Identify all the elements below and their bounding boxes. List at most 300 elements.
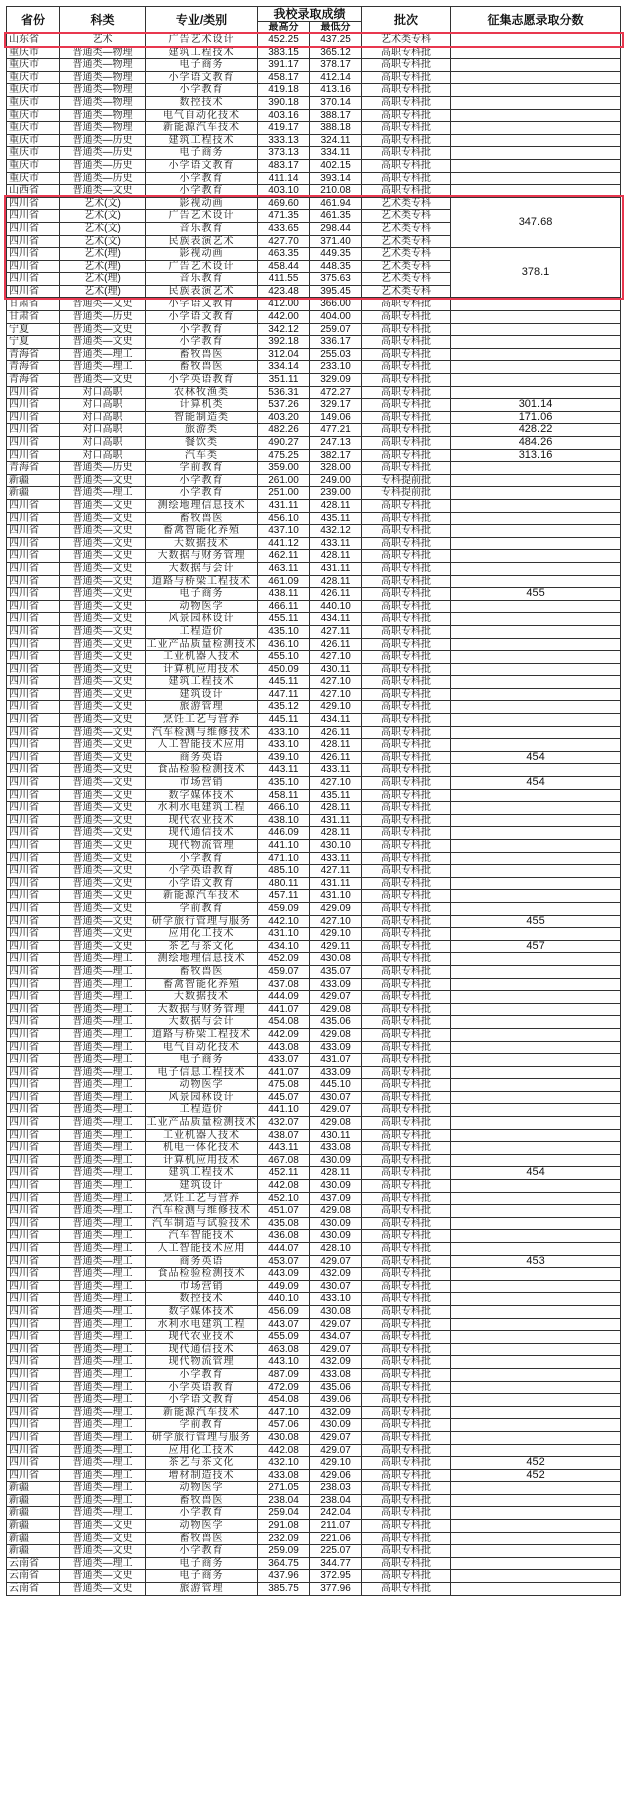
- cell-min-score: 428.11: [310, 802, 362, 815]
- cell-batch: 高职专科批: [362, 978, 451, 991]
- cell-major: 市场营销: [146, 1280, 258, 1293]
- cell-province: 重庆市: [7, 71, 60, 84]
- cell-max-score: 490.27: [258, 437, 310, 450]
- table-row: [7, 814, 621, 827]
- cell-max-score: 442.08: [258, 1180, 310, 1193]
- cell-batch: 高职专科批: [362, 638, 451, 651]
- cell-category: 普通类—文史: [60, 902, 146, 915]
- cell-max-score: 536.31: [258, 386, 310, 399]
- table-row: [7, 1305, 621, 1318]
- cell-province: 新疆: [7, 1507, 60, 1520]
- table-row: [7, 625, 621, 638]
- cell-extra-score: [451, 600, 621, 613]
- cell-province: 四川省: [7, 562, 60, 575]
- cell-major: 建筑工程技术: [146, 134, 258, 147]
- cell-province: 四川省: [7, 827, 60, 840]
- table-row: [7, 991, 621, 1004]
- table-row: [7, 34, 621, 47]
- cell-extra-score: [451, 84, 621, 97]
- table-row: [7, 1280, 621, 1293]
- cell-batch: 高职专科批: [362, 751, 451, 764]
- cell-major: 建筑设计: [146, 688, 258, 701]
- cell-max-score: 412.00: [258, 298, 310, 311]
- cell-max-score: 441.12: [258, 537, 310, 550]
- cell-category: 普通类—文史: [60, 789, 146, 802]
- cell-min-score: 388.18: [310, 122, 362, 135]
- cell-major: 烹饪工艺与营养: [146, 1192, 258, 1205]
- header-score-group: 我校录取成绩: [258, 7, 362, 22]
- cell-province: 四川省: [7, 1117, 60, 1130]
- cell-category: 普通类—理工: [60, 1230, 146, 1243]
- cell-extra-score: [451, 789, 621, 802]
- cell-category: 普通类—理工: [60, 1419, 146, 1432]
- cell-extra-score: [451, 550, 621, 563]
- cell-category: 普通类—理工: [60, 1268, 146, 1281]
- cell-min-score: 388.17: [310, 109, 362, 122]
- cell-category: 普通类—文史: [60, 625, 146, 638]
- cell-extra-score: [451, 361, 621, 374]
- table-row: [7, 147, 621, 160]
- table-row: [7, 159, 621, 172]
- cell-major: 商务英语: [146, 1255, 258, 1268]
- cell-batch: 高职专科批: [362, 386, 451, 399]
- cell-extra-score: 452: [451, 1457, 621, 1470]
- cell-major: 商务英语: [146, 751, 258, 764]
- cell-min-score: 448.35: [310, 260, 362, 273]
- cell-max-score: 458.11: [258, 789, 310, 802]
- cell-min-score: 427.10: [310, 915, 362, 928]
- cell-province: 四川省: [7, 386, 60, 399]
- cell-min-score: 428.11: [310, 1167, 362, 1180]
- table-row: [7, 638, 621, 651]
- cell-batch: 高职专科批: [362, 814, 451, 827]
- cell-extra-score: [451, 978, 621, 991]
- cell-min-score: 370.14: [310, 96, 362, 109]
- cell-category: 对口高职: [60, 411, 146, 424]
- cell-province: 新疆: [7, 1532, 60, 1545]
- cell-major: 建筑设计: [146, 1180, 258, 1193]
- cell-batch: 高职专科批: [362, 1217, 451, 1230]
- cell-major: 小学教育: [146, 172, 258, 185]
- cell-max-score: 435.08: [258, 1217, 310, 1230]
- cell-category: 普通类—文史: [60, 512, 146, 525]
- cell-province: 四川省: [7, 210, 60, 223]
- cell-batch: 高职专科批: [362, 676, 451, 689]
- table-row: [7, 915, 621, 928]
- cell-extra-score: [451, 159, 621, 172]
- table-row: [7, 1494, 621, 1507]
- table-row: [7, 575, 621, 588]
- cell-batch: 艺术类专科: [362, 260, 451, 273]
- cell-extra-score: [451, 663, 621, 676]
- cell-max-score: 431.10: [258, 928, 310, 941]
- cell-province: 四川省: [7, 1230, 60, 1243]
- cell-max-score: 447.11: [258, 688, 310, 701]
- cell-category: 普通类—文史: [60, 638, 146, 651]
- cell-max-score: 359.00: [258, 462, 310, 475]
- cell-min-score: 431.11: [310, 562, 362, 575]
- cell-batch: 高职专科批: [362, 1457, 451, 1470]
- cell-category: 艺术: [60, 34, 146, 47]
- cell-min-score: 429.08: [310, 1205, 362, 1218]
- cell-major: 动物医学: [146, 1079, 258, 1092]
- table-row: [7, 525, 621, 538]
- table-row: [7, 1381, 621, 1394]
- cell-batch: 艺术类专科: [362, 210, 451, 223]
- cell-major: 机电一体化技术: [146, 1142, 258, 1155]
- cell-batch: 高职专科批: [362, 1280, 451, 1293]
- table-row: [7, 1066, 621, 1079]
- cell-extra-score: [451, 1041, 621, 1054]
- cell-batch: 高职专科批: [362, 663, 451, 676]
- cell-category: 艺术(文): [60, 210, 146, 223]
- cell-province: 四川省: [7, 1066, 60, 1079]
- cell-major: 工业产品质量检测技术: [146, 1117, 257, 1129]
- cell-batch: 高职专科批: [362, 789, 451, 802]
- cell-extra-score: [451, 676, 621, 689]
- cell-max-score: 403.10: [258, 185, 310, 198]
- cell-category: 普通类—理工: [60, 1205, 146, 1218]
- cell-min-score: 375.63: [310, 273, 362, 286]
- table-row: [7, 1583, 621, 1596]
- cell-major: 计算机应用技术: [146, 1154, 258, 1167]
- cell-min-score: 427.10: [310, 651, 362, 664]
- cell-major: 烹饪工艺与营养: [146, 714, 258, 727]
- cell-category: 普通类—理工: [60, 1343, 146, 1356]
- cell-extra-score: [451, 739, 621, 752]
- cell-batch: 高职专科批: [362, 890, 451, 903]
- table-row: [7, 726, 621, 739]
- cell-extra-score: 171.06: [451, 411, 621, 424]
- cell-category: 艺术(文): [60, 197, 146, 210]
- cell-major: 人工智能技术应用: [146, 739, 258, 752]
- cell-category: 普通类—文史: [60, 877, 146, 890]
- cell-extra-score: [451, 34, 621, 47]
- cell-province: 四川省: [7, 978, 60, 991]
- cell-province: 甘肃省: [7, 311, 60, 324]
- cell-extra-score: [451, 1217, 621, 1230]
- cell-max-score: 463.08: [258, 1343, 310, 1356]
- cell-max-score: 434.10: [258, 940, 310, 953]
- cell-major: 小学教育: [146, 84, 258, 97]
- cell-min-score: 461.94: [310, 197, 362, 210]
- cell-max-score: 411.55: [258, 273, 310, 286]
- cell-category: 普通类—文史: [60, 323, 146, 336]
- cell-batch: 高职专科批: [362, 714, 451, 727]
- cell-category: 普通类—文史: [60, 751, 146, 764]
- cell-major: 应用化工技术: [146, 1444, 258, 1457]
- cell-major: 畜牧兽医: [146, 512, 258, 525]
- cell-batch: 高职专科批: [362, 411, 451, 424]
- cell-province: 四川省: [7, 1205, 60, 1218]
- cell-category: 普通类—理工: [60, 1117, 146, 1130]
- cell-category: 普通类—文史: [60, 764, 146, 777]
- admission-score-table: [6, 6, 621, 1596]
- cell-min-score: 472.27: [310, 386, 362, 399]
- cell-extra-score: [451, 1129, 621, 1142]
- table-row: [7, 336, 621, 349]
- cell-major: 小学英语教育: [146, 374, 258, 387]
- cell-extra-score: [451, 1104, 621, 1117]
- cell-extra-score: 378.1: [451, 248, 621, 298]
- cell-min-score: 378.17: [310, 59, 362, 72]
- cell-min-score: 428.11: [310, 827, 362, 840]
- cell-province: 重庆市: [7, 159, 60, 172]
- cell-province: 四川省: [7, 764, 60, 777]
- table-row: [7, 499, 621, 512]
- cell-max-score: 441.10: [258, 840, 310, 853]
- cell-max-score: 444.09: [258, 991, 310, 1004]
- table-row: [7, 1570, 621, 1583]
- cell-province: 四川省: [7, 1180, 60, 1193]
- cell-batch: 高职专科批: [362, 1507, 451, 1520]
- cell-min-score: 233.10: [310, 361, 362, 374]
- cell-extra-score: [451, 1003, 621, 1016]
- table-row: [7, 688, 621, 701]
- cell-min-score: 426.11: [310, 588, 362, 601]
- cell-min-score: 366.00: [310, 298, 362, 311]
- cell-min-score: 435.06: [310, 1381, 362, 1394]
- cell-major: 计算机应用技术: [146, 663, 258, 676]
- table-row: [7, 311, 621, 324]
- table-row: [7, 676, 621, 689]
- cell-batch: 高职专科批: [362, 1104, 451, 1117]
- cell-extra-score: 457: [451, 940, 621, 953]
- cell-min-score: 430.09: [310, 1154, 362, 1167]
- cell-category: 对口高职: [60, 437, 146, 450]
- cell-extra-score: [451, 1268, 621, 1281]
- cell-min-score: 428.11: [310, 499, 362, 512]
- cell-extra-score: [451, 1482, 621, 1495]
- cell-province: 山西省: [7, 185, 60, 198]
- table-row: [7, 298, 621, 311]
- table-row: [7, 1557, 621, 1570]
- cell-max-score: 373.13: [258, 147, 310, 160]
- cell-min-score: 365.12: [310, 46, 362, 59]
- cell-province: 重庆市: [7, 96, 60, 109]
- cell-batch: 高职专科批: [362, 462, 451, 475]
- cell-batch: 艺术类专科: [362, 34, 451, 47]
- cell-major: 汽车类: [146, 449, 258, 462]
- cell-province: 青海省: [7, 374, 60, 387]
- table-row: [7, 1117, 621, 1130]
- cell-category: 普通类—文史: [60, 525, 146, 538]
- cell-max-score: 459.07: [258, 965, 310, 978]
- cell-major: 民族表演艺术: [146, 235, 258, 248]
- cell-province: 四川省: [7, 814, 60, 827]
- cell-category: 对口高职: [60, 386, 146, 399]
- cell-category: 普通类—文史: [60, 185, 146, 198]
- cell-batch: 专科提前批: [362, 487, 451, 500]
- cell-max-score: 458.44: [258, 260, 310, 273]
- cell-batch: 高职专科批: [362, 159, 451, 172]
- cell-province: 四川省: [7, 714, 60, 727]
- cell-province: 四川省: [7, 751, 60, 764]
- cell-max-score: 419.17: [258, 122, 310, 135]
- cell-batch: 艺术类专科: [362, 222, 451, 235]
- cell-batch: 高职专科批: [362, 625, 451, 638]
- cell-batch: 高职专科批: [362, 134, 451, 147]
- cell-major: 增材制造技术: [146, 1469, 258, 1482]
- cell-province: 重庆市: [7, 122, 60, 135]
- cell-min-score: 249.00: [310, 474, 362, 487]
- cell-max-score: 435.10: [258, 777, 310, 790]
- cell-batch: 高职专科批: [362, 1305, 451, 1318]
- cell-batch: 高职专科批: [362, 1494, 451, 1507]
- cell-batch: 高职专科批: [362, 512, 451, 525]
- cell-min-score: 431.10: [310, 890, 362, 903]
- cell-major: 小学教育: [146, 1507, 258, 1520]
- cell-major: 汽车智能技术: [146, 1230, 258, 1243]
- cell-province: 青海省: [7, 361, 60, 374]
- cell-max-score: 469.60: [258, 197, 310, 210]
- table-row: [7, 374, 621, 387]
- cell-major: 风景园林设计: [146, 1091, 258, 1104]
- table-row: [7, 600, 621, 613]
- cell-min-score: 430.07: [310, 1280, 362, 1293]
- cell-province: 四川省: [7, 449, 60, 462]
- table-row: [7, 827, 621, 840]
- cell-province: 新疆: [7, 1545, 60, 1558]
- cell-category: 普通类—历史: [60, 134, 146, 147]
- cell-min-score: 242.04: [310, 1507, 362, 1520]
- cell-major: 电气自动化技术: [146, 1041, 258, 1054]
- table-row: [7, 1545, 621, 1558]
- cell-batch: 艺术类专科: [362, 235, 451, 248]
- cell-major: 旅游管理: [146, 701, 258, 714]
- table-row: [7, 764, 621, 777]
- cell-max-score: 466.11: [258, 600, 310, 613]
- cell-extra-score: [451, 1180, 621, 1193]
- cell-max-score: 450.09: [258, 663, 310, 676]
- cell-min-score: 433.09: [310, 978, 362, 991]
- cell-extra-score: [451, 462, 621, 475]
- cell-major: 建筑工程技术: [146, 46, 258, 59]
- cell-category: 艺术(文): [60, 235, 146, 248]
- cell-major: 现代物流管理: [146, 840, 258, 853]
- cell-max-score: 471.10: [258, 852, 310, 865]
- cell-max-score: 438.11: [258, 588, 310, 601]
- cell-max-score: 443.09: [258, 1268, 310, 1281]
- table-row: [7, 248, 621, 261]
- table-row: [7, 1054, 621, 1067]
- cell-batch: 高职专科批: [362, 827, 451, 840]
- cell-category: 普通类—文史: [60, 915, 146, 928]
- cell-major: 研学旅行管理与服务: [146, 915, 258, 928]
- cell-batch: 高职专科批: [362, 449, 451, 462]
- cell-max-score: 333.13: [258, 134, 310, 147]
- cell-max-score: 271.05: [258, 1482, 310, 1495]
- cell-max-score: 342.12: [258, 323, 310, 336]
- table-row: [7, 185, 621, 198]
- table-row: [7, 1154, 621, 1167]
- cell-batch: 高职专科批: [362, 802, 451, 815]
- cell-min-score: 434.07: [310, 1331, 362, 1344]
- cell-max-score: 259.04: [258, 1507, 310, 1520]
- table-row: [7, 1205, 621, 1218]
- cell-max-score: 291.08: [258, 1520, 310, 1533]
- cell-batch: 高职专科批: [362, 902, 451, 915]
- cell-max-score: 432.07: [258, 1117, 310, 1130]
- cell-extra-score: [451, 651, 621, 664]
- cell-major: 小学英语教育: [146, 865, 258, 878]
- cell-min-score: 372.95: [310, 1570, 362, 1583]
- header-extra-score: 征集志愿录取分数: [451, 7, 621, 34]
- cell-category: 普通类—理工: [60, 1494, 146, 1507]
- cell-batch: 高职专科批: [362, 688, 451, 701]
- cell-major: 汽车检测与维修技术: [146, 726, 258, 739]
- cell-min-score: 429.10: [310, 928, 362, 941]
- cell-max-score: 445.11: [258, 714, 310, 727]
- cell-batch: 高职专科批: [362, 1331, 451, 1344]
- cell-min-score: 344.77: [310, 1557, 362, 1570]
- cell-major: 小学语文教育: [146, 71, 258, 84]
- cell-category: 普通类—理工: [60, 1368, 146, 1381]
- cell-batch: 高职专科批: [362, 940, 451, 953]
- cell-max-score: 364.75: [258, 1557, 310, 1570]
- cell-max-score: 453.07: [258, 1255, 310, 1268]
- table-row: [7, 1167, 621, 1180]
- cell-major: 小学教育: [146, 474, 258, 487]
- cell-min-score: 429.07: [310, 991, 362, 1004]
- cell-category: 普通类—理工: [60, 1557, 146, 1570]
- cell-major: 畜牧兽医: [146, 1532, 258, 1545]
- cell-major: 农林牧渔类: [146, 386, 258, 399]
- cell-extra-score: [451, 185, 621, 198]
- cell-extra-score: [451, 323, 621, 336]
- cell-extra-score: [451, 1016, 621, 1029]
- header-category: 科类: [60, 7, 146, 34]
- cell-extra-score: [451, 1243, 621, 1256]
- cell-max-score: 456.09: [258, 1305, 310, 1318]
- cell-max-score: 436.08: [258, 1230, 310, 1243]
- cell-category: 普通类—文史: [60, 474, 146, 487]
- cell-major: 电子商务: [146, 1557, 258, 1570]
- table-row: [7, 1091, 621, 1104]
- cell-max-score: 403.16: [258, 109, 310, 122]
- cell-category: 普通类—文史: [60, 1583, 146, 1596]
- cell-min-score: 238.03: [310, 1482, 362, 1495]
- table-row: [7, 1331, 621, 1344]
- table-row: [7, 789, 621, 802]
- cell-major: 学前教育: [146, 462, 258, 475]
- admission-score-table-sheet: [6, 6, 620, 1596]
- cell-province: 四川省: [7, 840, 60, 853]
- cell-province: 四川省: [7, 411, 60, 424]
- cell-max-score: 459.09: [258, 902, 310, 915]
- cell-category: 普通类—文史: [60, 613, 146, 626]
- cell-max-score: 462.11: [258, 550, 310, 563]
- cell-batch: 高职专科批: [362, 71, 451, 84]
- cell-province: 四川省: [7, 789, 60, 802]
- cell-batch: 高职专科批: [362, 1469, 451, 1482]
- cell-extra-score: [451, 537, 621, 550]
- table-row: [7, 96, 621, 109]
- cell-min-score: 429.06: [310, 1469, 362, 1482]
- cell-batch: 高职专科批: [362, 562, 451, 575]
- cell-max-score: 443.11: [258, 764, 310, 777]
- cell-max-score: 444.07: [258, 1243, 310, 1256]
- cell-extra-score: [451, 1520, 621, 1533]
- cell-category: 普通类—文史: [60, 777, 146, 790]
- cell-min-score: 435.06: [310, 1016, 362, 1029]
- cell-extra-score: [451, 147, 621, 160]
- cell-batch: 高职专科批: [362, 840, 451, 853]
- cell-batch: 高职专科批: [362, 1583, 451, 1596]
- cell-max-score: 440.10: [258, 1293, 310, 1306]
- cell-min-score: 430.08: [310, 953, 362, 966]
- cell-extra-score: [451, 1305, 621, 1318]
